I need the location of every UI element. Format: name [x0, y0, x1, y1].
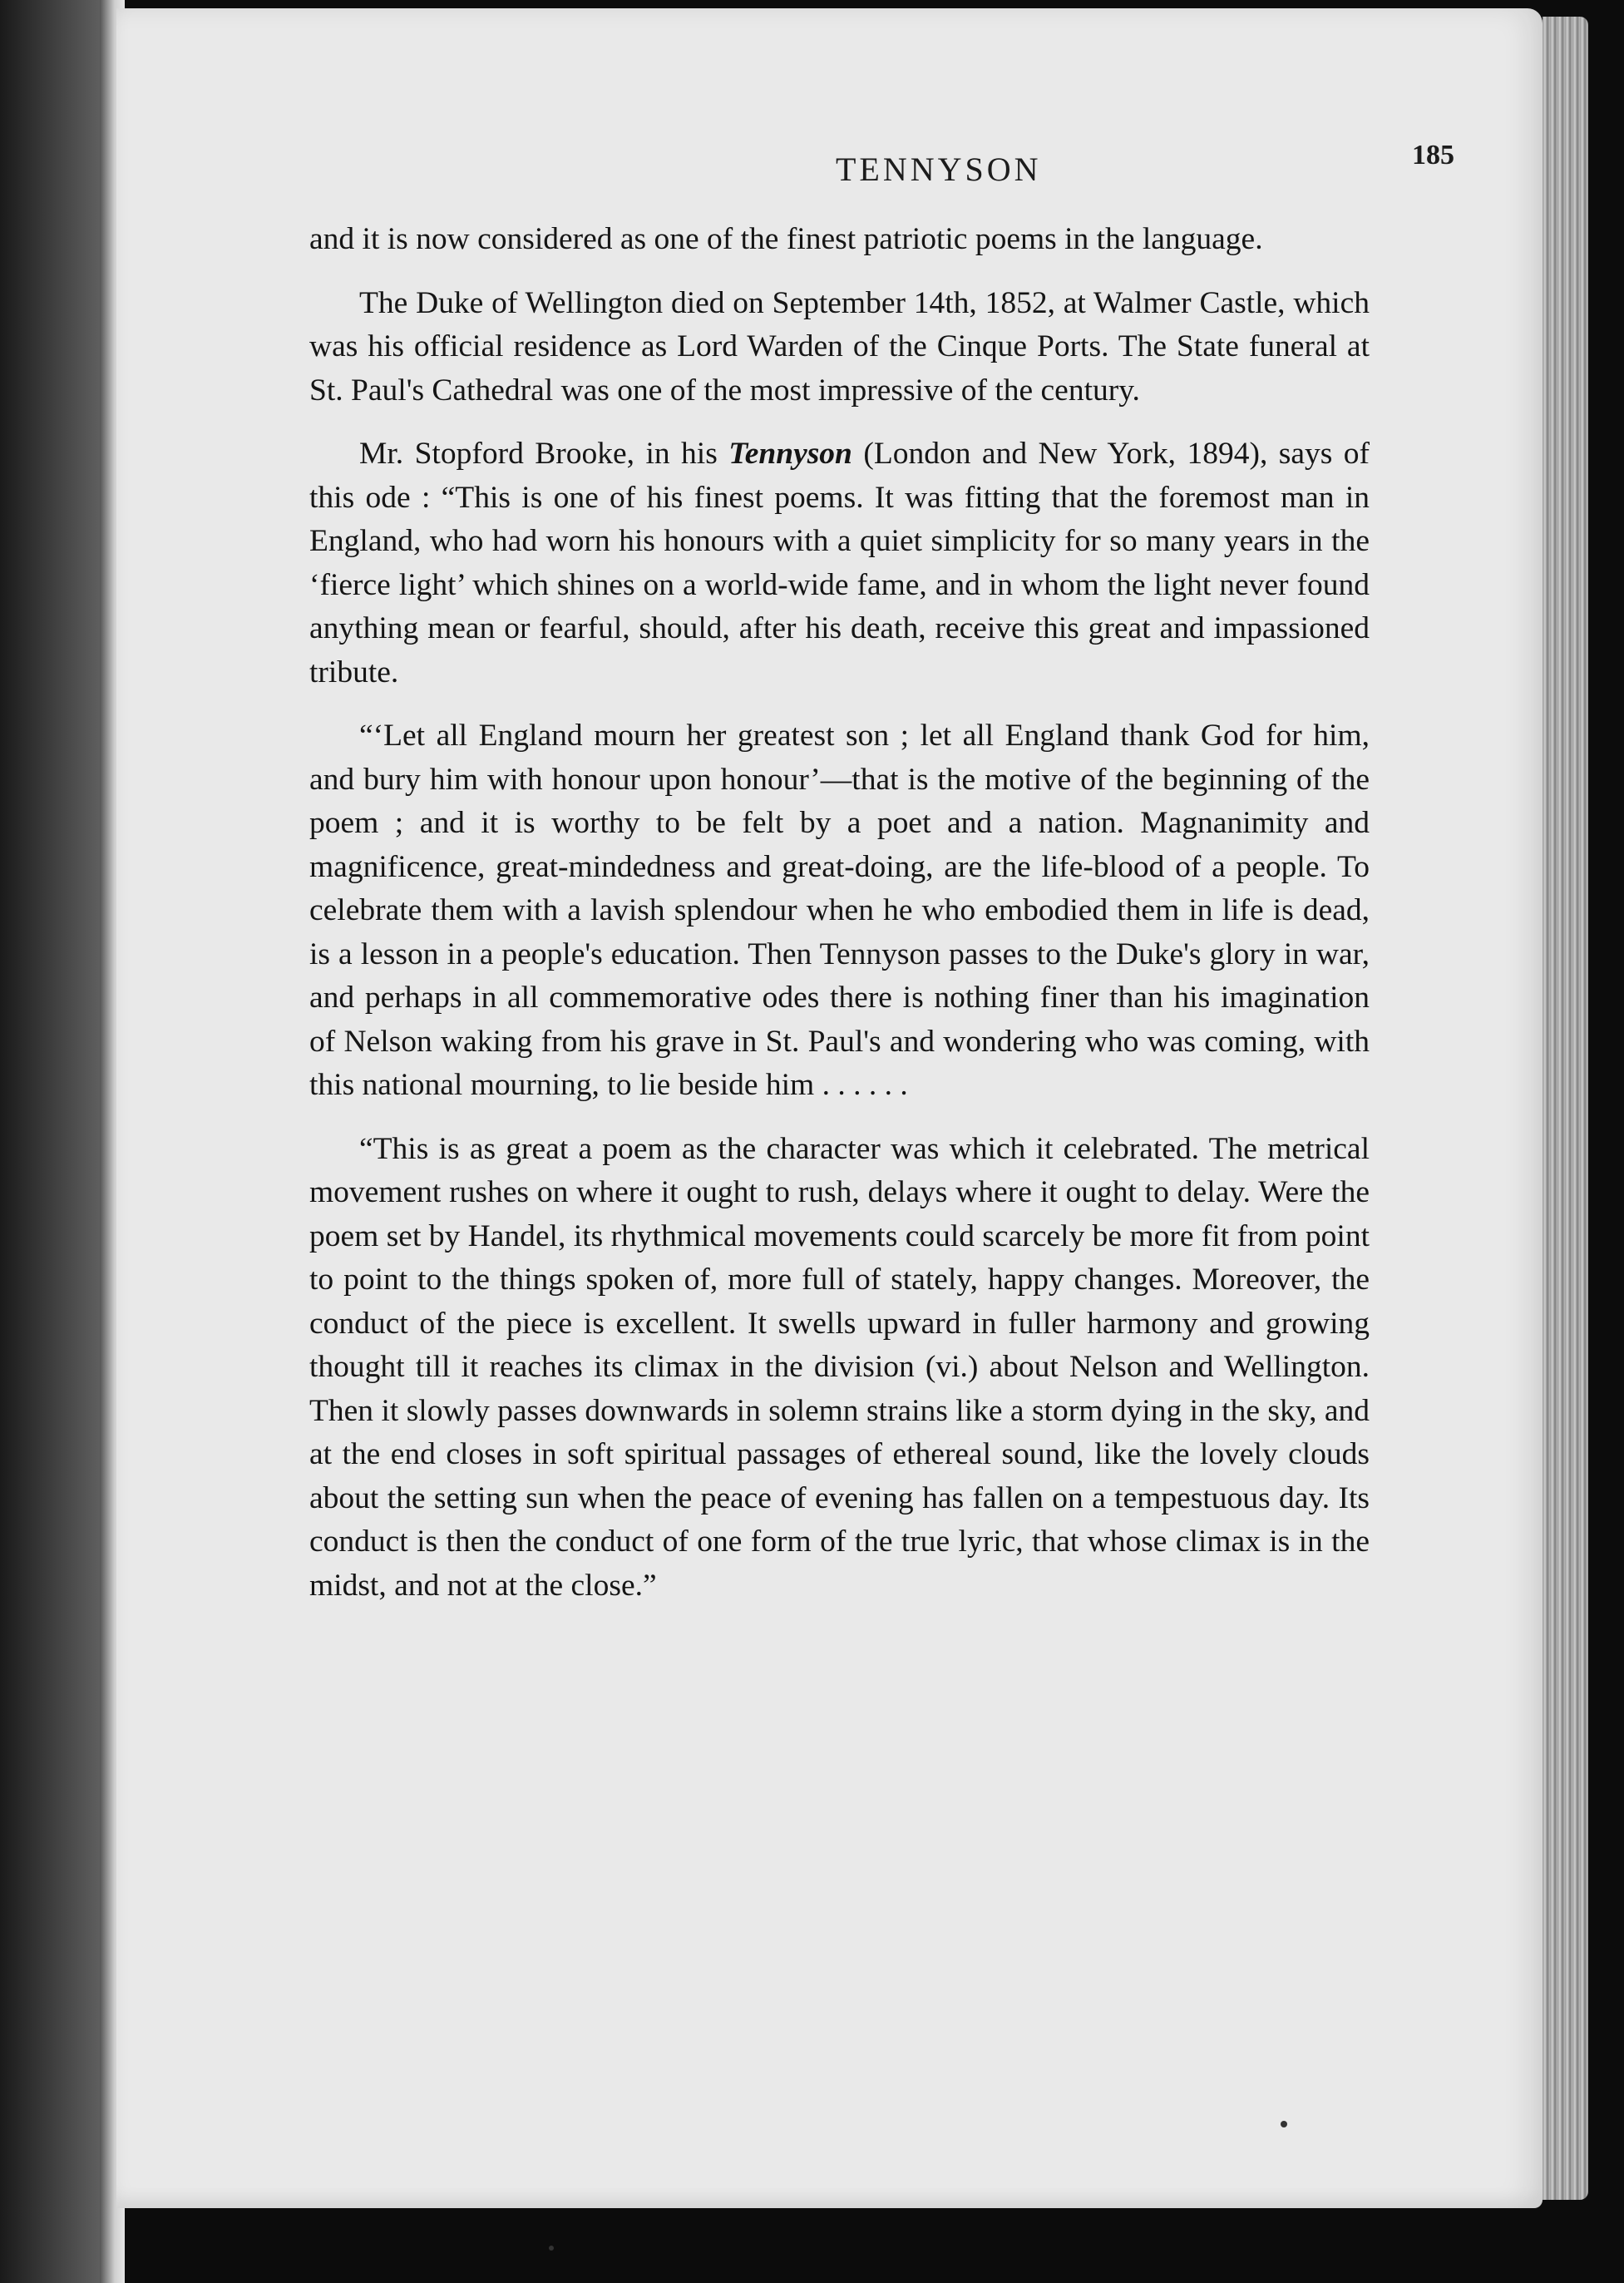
paragraph-5: “This is as great a poem as the character was which it celebrated. The metrical movement rushes on where it ought to rush, delays where it ought to delay. Were the poem set by Handel, its rhythmical movements could scarcely be more fit from point to point to the things spoken of, more full of stately, happy changes. Moreover, the conduct of the piece is excellent. It swells upward in fuller harmony and growing thought till it reaches its climax in the division (vi.) about Nelson and Wellington. Then it slowly passes downwards in solemn strains like a storm dying in the sky, and at the end closes in soft spiritual passages of ethereal sound, like the lovely clouds about the setting sun when the peace of evening has fallen on a tempestuous day. Its conduct is then the conduct of one form of the true lyric, that whose climax is in the midst, and not at the close.”: [309, 1131, 1370, 1603]
paragraph-3: [309, 432, 1370, 694]
paragraph-3-after: (London and New York, 1894), says of this ode : “This is one of his finest poems. It was fitting that the foremost man in England, who had worn his honours with a quiet simplicity for so many years in the ‘fierce light’ which shines on a world-wide fame, and in whom the light never found anything mean or fearful, should, after his death, receive this great and impassioned tribute.: [309, 437, 1370, 689]
paragraph-1: and it is now considered as one of the finest patriotic poems in the language.: [309, 222, 1263, 256]
page-number: 185: [1412, 140, 1454, 170]
running-title: TENNYSON: [836, 151, 1042, 188]
paragraph-2: The Duke of Wellington died on September 14th, 1852, at Walmer Castle, which was his official residence as Lord Warden of the Cinque Ports. The State funeral at St. Paul's Cathedral was one of the most impressive of the century.: [309, 285, 1370, 408]
speck-mark: [1281, 2121, 1287, 2127]
speck-mark: [549, 2246, 554, 2251]
paragraph-3-before: Mr. Stopford Brooke, in his: [359, 437, 729, 471]
paragraph-4: “‘Let all England mourn her greatest son ; let all England thank God for him, and bury him with honour upon honour’—that is the motive of the beginning of the poem ; and it is worthy to be felt by a poet and a nation. Magnanimity and magnificence, great-mindedness and great-doing, are the life-blood of a people. To celebrate them with a lavish splendour when he who embodied them in life is dead, is a lesson in a people's education. Then Tennyson passes to the Duke's glory in war, and perhaps in all commemorative odes there is nothing finer than his imagination of Nelson waking from his grave in St. Paul's and wondering who was coming, with this national mourning, to lie beside him . . . . . .: [309, 719, 1370, 1102]
body-text: [309, 218, 1370, 1628]
scan-left-margin: [0, 0, 116, 2283]
book-title-tennyson: Tennyson: [728, 437, 852, 471]
page-edges: [1543, 17, 1588, 2200]
